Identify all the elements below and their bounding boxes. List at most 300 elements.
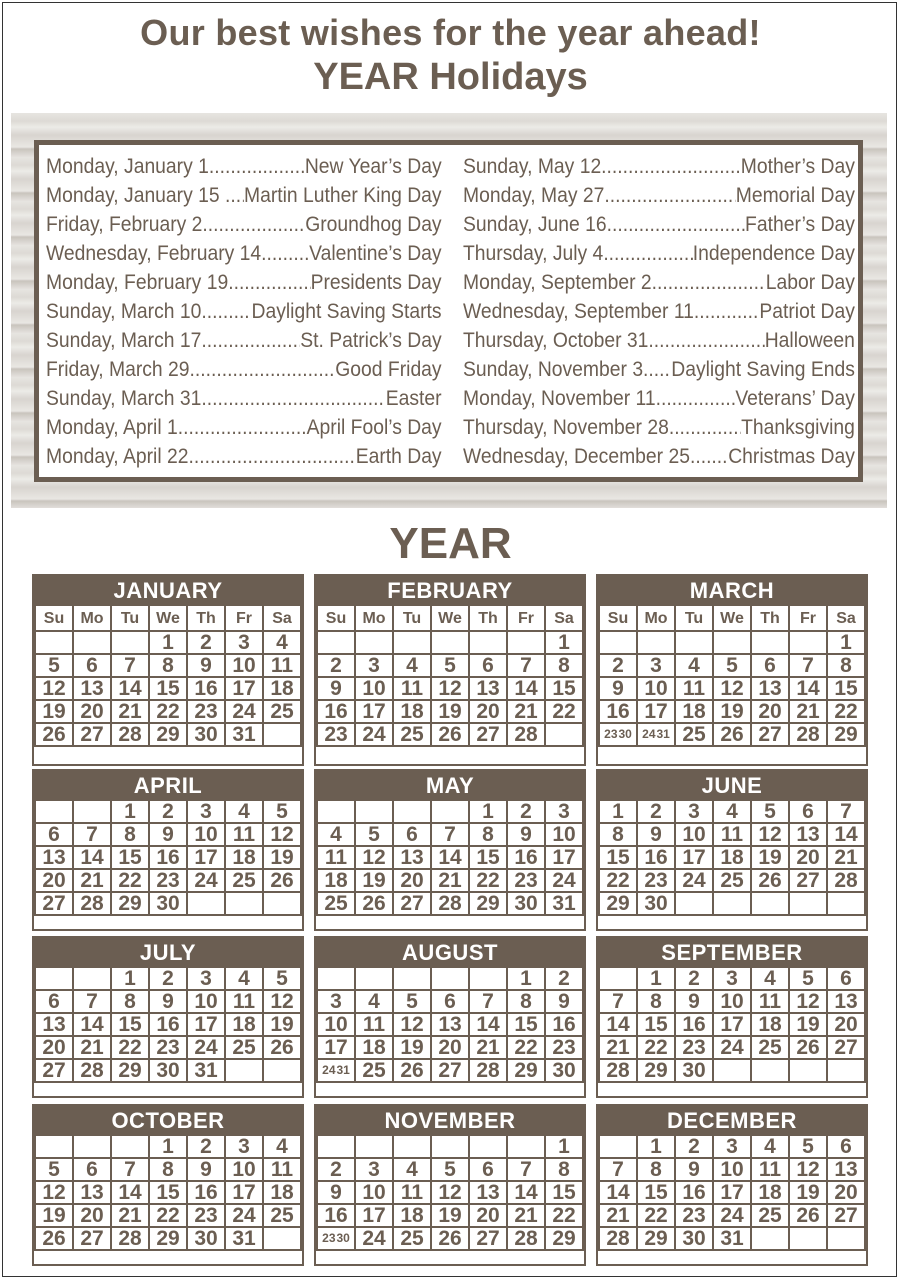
day-grid <box>598 966 866 1083</box>
day-cell: 16 <box>149 1013 187 1036</box>
day-cell: 28 <box>73 1059 111 1082</box>
holiday-row <box>463 326 855 355</box>
week-row <box>35 823 301 846</box>
holidays-column-right <box>463 152 889 471</box>
day-cell: 8 <box>149 654 187 677</box>
day-cell: 10 <box>713 1158 751 1181</box>
holidays-title: YEAR Holidays <box>313 56 588 98</box>
day-cell: 14 <box>73 1013 111 1036</box>
weekday-label: Mo <box>73 605 111 631</box>
week-row <box>317 654 583 677</box>
day-cell: 25 <box>225 1036 263 1059</box>
day-cell: 22 <box>149 1204 187 1227</box>
day-cell: 25 <box>713 869 751 892</box>
week-row <box>599 967 865 990</box>
day-cell: 6 <box>73 1158 111 1181</box>
month-january <box>32 574 304 766</box>
day-cell: 27 <box>73 723 111 746</box>
week-row <box>599 990 865 1013</box>
day-cell: 3 <box>637 654 675 677</box>
day-cell: 5 <box>35 1158 73 1181</box>
holiday-name: Easter <box>385 387 442 410</box>
day-cell: 11 <box>317 846 355 869</box>
day-number: 30 <box>618 727 632 741</box>
holiday-name: New Year’s Day <box>304 155 442 178</box>
empty-cell <box>789 1227 827 1250</box>
dot-leader <box>652 268 766 297</box>
weekday-label: Tu <box>675 605 713 631</box>
day-cell: 26 <box>789 1204 827 1227</box>
day-cell: 8 <box>599 823 637 846</box>
day-cell: 5 <box>355 823 393 846</box>
day-cell: 31 <box>225 1227 263 1250</box>
holiday-name: Thanksgiving <box>741 416 855 439</box>
weekday-label: Su <box>317 605 355 631</box>
day-cell: 22 <box>111 1036 149 1059</box>
holiday-name: St. Patrick’s Day <box>300 329 442 352</box>
holiday-row <box>46 384 442 413</box>
day-cell: 18 <box>393 700 431 723</box>
day-cell: 21 <box>73 869 111 892</box>
day-cell: 2 <box>149 967 187 990</box>
week-row <box>317 1181 583 1204</box>
day-cell: 11 <box>225 990 263 1013</box>
holiday-row <box>46 442 442 471</box>
day-cell: 2 <box>149 800 187 823</box>
week-row <box>35 869 301 892</box>
day-cell: 17 <box>317 1036 355 1059</box>
day-cell: 28 <box>431 892 469 915</box>
day-cell: 2 <box>675 1135 713 1158</box>
day-cell: 21 <box>431 869 469 892</box>
day-cell: 18 <box>317 869 355 892</box>
day-cell: 21 <box>469 1036 507 1059</box>
day-cell: 10 <box>545 823 583 846</box>
day-cell: 19 <box>35 700 73 723</box>
week-row <box>35 723 301 746</box>
day-cell: 25 <box>225 869 263 892</box>
dot-leader <box>201 297 251 326</box>
empty-cell <box>675 631 713 654</box>
day-cell: 19 <box>751 846 789 869</box>
day-cell: 29 <box>545 1227 583 1250</box>
empty-cell <box>263 723 301 746</box>
holiday-name: Halloween <box>764 329 855 352</box>
day-cell: 5 <box>789 1135 827 1158</box>
month-august <box>314 936 586 1098</box>
week-row <box>317 1204 583 1227</box>
day-cell: 22 <box>637 1204 675 1227</box>
day-cell: 10 <box>355 677 393 700</box>
month-name: MARCH <box>598 576 866 604</box>
holiday-row <box>463 239 855 268</box>
empty-cell <box>751 1227 789 1250</box>
day-cell: 8 <box>149 1158 187 1181</box>
holiday-date: Sunday, November 3 <box>463 358 644 381</box>
day-cell: 4 <box>675 654 713 677</box>
weekday-label: Fr <box>507 605 545 631</box>
week-row <box>35 654 301 677</box>
week-row <box>599 1204 865 1227</box>
day-cell: 26 <box>355 892 393 915</box>
day-cell: 7 <box>73 823 111 846</box>
holiday-date: Sunday, June 16 <box>463 213 607 236</box>
day-grid <box>598 1134 866 1251</box>
empty-cell <box>73 800 111 823</box>
day-cell: 10 <box>187 990 225 1013</box>
day-cell: 30 <box>675 1059 713 1082</box>
day-cell: 2 <box>507 800 545 823</box>
day-cell: 22 <box>599 869 637 892</box>
day-cell: 30 <box>507 892 545 915</box>
day-cell: 28 <box>599 1227 637 1250</box>
day-cell: 29 <box>469 892 507 915</box>
day-cell: 5 <box>263 800 301 823</box>
day-cell: 2 <box>317 1158 355 1181</box>
empty-cell <box>355 1135 393 1158</box>
day-cell: 4 <box>263 1135 301 1158</box>
day-cell: 22 <box>545 1204 583 1227</box>
day-cell: 16 <box>317 700 355 723</box>
empty-cell <box>713 631 751 654</box>
day-cell: 9 <box>545 990 583 1013</box>
day-cell: 1 <box>149 1135 187 1158</box>
empty-cell <box>431 1135 469 1158</box>
day-cell: 20 <box>469 700 507 723</box>
day-cell: 23 <box>637 869 675 892</box>
empty-cell <box>599 631 637 654</box>
day-cell: 8 <box>111 823 149 846</box>
day-cell: 10 <box>187 823 225 846</box>
day-cell: 13 <box>469 677 507 700</box>
holiday-row <box>46 268 442 297</box>
day-cell: 30 <box>149 892 187 915</box>
day-cell: 14 <box>789 677 827 700</box>
day-cell: 4 <box>355 990 393 1013</box>
day-cell: 19 <box>263 846 301 869</box>
day-cell: 9 <box>637 823 675 846</box>
day-cell: 15 <box>545 677 583 700</box>
empty-cell <box>393 800 431 823</box>
day-cell: 20 <box>393 869 431 892</box>
day-cell: 22 <box>637 1036 675 1059</box>
empty-cell <box>827 1059 865 1082</box>
dot-leader <box>202 210 305 239</box>
holiday-row <box>463 181 855 210</box>
day-cell: 7 <box>469 990 507 1013</box>
day-cell: 5 <box>431 1158 469 1181</box>
week-row <box>317 1158 583 1181</box>
week-row <box>599 869 865 892</box>
day-cell: 7 <box>827 800 865 823</box>
holiday-row <box>46 355 442 384</box>
week-row <box>599 723 865 746</box>
dot-leader <box>604 181 735 210</box>
day-cell: 1 <box>507 967 545 990</box>
day-cell: 28 <box>507 1227 545 1250</box>
month-march <box>596 574 868 766</box>
empty-cell <box>111 631 149 654</box>
day-cell: 1 <box>469 800 507 823</box>
week-row <box>35 677 301 700</box>
day-cell: 3 <box>225 1135 263 1158</box>
dot-leader <box>648 326 764 355</box>
day-cell: 23 <box>187 1204 225 1227</box>
day-cell: 16 <box>187 1181 225 1204</box>
day-cell: 3 <box>355 654 393 677</box>
day-cell: 3 <box>317 990 355 1013</box>
day-cell: 9 <box>675 990 713 1013</box>
week-row <box>599 1181 865 1204</box>
holiday-row <box>46 326 442 355</box>
week-row <box>35 1036 301 1059</box>
day-cell: 17 <box>355 1204 393 1227</box>
holiday-row <box>463 297 855 326</box>
empty-cell <box>393 1135 431 1158</box>
weekday-label: We <box>431 605 469 631</box>
day-cell: 28 <box>827 869 865 892</box>
holiday-date: Wednesday, December 25. <box>463 445 696 468</box>
dot-leader <box>695 442 728 471</box>
week-row <box>35 990 301 1013</box>
day-cell: 13 <box>827 990 865 1013</box>
empty-cell <box>393 631 431 654</box>
month-october <box>32 1104 304 1266</box>
day-cell: 4 <box>751 967 789 990</box>
day-cell: 25 <box>317 892 355 915</box>
week-row <box>35 1204 301 1227</box>
day-cell: 9 <box>599 677 637 700</box>
month-april <box>32 769 304 931</box>
week-row <box>599 631 865 654</box>
month-september <box>596 936 868 1098</box>
day-cell: 3 <box>187 967 225 990</box>
empty-cell <box>789 1059 827 1082</box>
day-cell: 25 <box>675 723 713 746</box>
day-cell: 24 <box>545 869 583 892</box>
dot-leader <box>694 297 759 326</box>
empty-cell <box>789 892 827 915</box>
day-cell: 12 <box>789 1158 827 1181</box>
holiday-name: Memorial Day <box>735 184 855 207</box>
day-cell: 14 <box>827 823 865 846</box>
empty-cell <box>317 800 355 823</box>
day-cell: 3 <box>545 800 583 823</box>
week-row <box>35 1227 301 1250</box>
day-cell: 12 <box>263 990 301 1013</box>
holiday-name: Daylight Saving Starts <box>251 300 442 323</box>
day-cell: 20 <box>35 1036 73 1059</box>
day-cell: 18 <box>713 846 751 869</box>
day-cell: 7 <box>507 654 545 677</box>
day-cell: 4 <box>225 967 263 990</box>
day-cell: 15 <box>599 846 637 869</box>
empty-cell <box>599 1135 637 1158</box>
holiday-date: Wednesday, September 11 <box>463 300 694 323</box>
empty-cell <box>317 1135 355 1158</box>
week-row <box>599 1059 865 1082</box>
dot-leader <box>261 239 309 268</box>
day-cell: 29 <box>637 1227 675 1250</box>
day-cell: 21 <box>507 1204 545 1227</box>
week-row <box>317 846 583 869</box>
month-name: JANUARY <box>34 576 302 604</box>
day-grid <box>34 1134 302 1251</box>
day-cell: 24 <box>355 1227 393 1250</box>
weekday-label: Su <box>599 605 637 631</box>
holiday-row <box>463 384 855 413</box>
empty-cell <box>225 892 263 915</box>
week-row <box>317 1036 583 1059</box>
day-cell: 6 <box>751 654 789 677</box>
day-cell: 27 <box>393 892 431 915</box>
day-cell: 9 <box>149 823 187 846</box>
day-cell: 11 <box>675 677 713 700</box>
holiday-date: Friday, February 2 <box>46 213 203 236</box>
day-cell: 13 <box>35 1013 73 1036</box>
week-row <box>317 700 583 723</box>
day-cell: 21 <box>599 1204 637 1227</box>
day-cell: 21 <box>507 700 545 723</box>
holiday-date: Monday, September 2 <box>463 271 652 294</box>
dot-leader <box>178 413 307 442</box>
day-cell: 13 <box>73 677 111 700</box>
day-cell: 15 <box>111 846 149 869</box>
day-cell: 6 <box>35 990 73 1013</box>
day-cell: 14 <box>73 846 111 869</box>
holiday-row <box>46 181 442 210</box>
day-cell: 15 <box>637 1181 675 1204</box>
day-cell: 3 <box>355 1158 393 1181</box>
day-cell: 27 <box>789 869 827 892</box>
day-cell: 6 <box>827 967 865 990</box>
day-cell: 27 <box>751 723 789 746</box>
day-grid <box>598 604 866 747</box>
day-cell: 12 <box>393 1013 431 1036</box>
weekday-label: Mo <box>355 605 393 631</box>
day-number: 24 <box>642 727 656 741</box>
day-cell: 16 <box>545 1013 583 1036</box>
day-cell: 8 <box>637 1158 675 1181</box>
day-grid <box>316 604 584 747</box>
holiday-row <box>463 413 855 442</box>
day-cell: 16 <box>149 846 187 869</box>
dot-leader <box>190 355 336 384</box>
day-cell: 26 <box>713 723 751 746</box>
weekday-label: Sa <box>263 605 301 631</box>
week-row <box>317 800 583 823</box>
day-cell: 27 <box>469 1227 507 1250</box>
day-cell: 26 <box>263 1036 301 1059</box>
empty-cell <box>431 967 469 990</box>
empty-cell <box>675 892 713 915</box>
day-cell: 12 <box>35 677 73 700</box>
week-row <box>35 800 301 823</box>
day-grid <box>34 604 302 747</box>
day-cell: 2 <box>545 967 583 990</box>
day-cell: 13 <box>789 823 827 846</box>
day-cell: 26 <box>751 869 789 892</box>
empty-cell <box>431 631 469 654</box>
week-row <box>317 967 583 990</box>
week-row <box>599 800 865 823</box>
day-grid <box>34 799 302 916</box>
day-cell: 21 <box>111 700 149 723</box>
day-cell: 13 <box>827 1158 865 1181</box>
day-cell: 29 <box>149 723 187 746</box>
day-cell: 27 <box>827 1204 865 1227</box>
day-cell: 7 <box>599 990 637 1013</box>
day-cell: 26 <box>263 869 301 892</box>
day-cell: 3 <box>713 1135 751 1158</box>
day-cell: 2 <box>637 800 675 823</box>
month-name: OCTOBER <box>34 1106 302 1134</box>
empty-cell <box>317 631 355 654</box>
day-cell: 16 <box>187 677 225 700</box>
day-cell: 7 <box>73 990 111 1013</box>
day-cell: 19 <box>789 1013 827 1036</box>
day-cell: 15 <box>507 1013 545 1036</box>
day-cell: 27 <box>73 1227 111 1250</box>
day-cell: 1 <box>599 800 637 823</box>
week-row <box>317 677 583 700</box>
day-cell: 22 <box>507 1036 545 1059</box>
day-cell: 25 <box>263 700 301 723</box>
day-cell: 7 <box>111 654 149 677</box>
weekday-label: Th <box>469 605 507 631</box>
day-cell: 12 <box>35 1181 73 1204</box>
day-cell: 9 <box>675 1158 713 1181</box>
day-cell: 26 <box>35 1227 73 1250</box>
day-cell: 11 <box>751 1158 789 1181</box>
month-name: DECEMBER <box>598 1106 866 1134</box>
week-row <box>599 892 865 915</box>
holiday-date: Thursday, October 31 <box>463 329 649 352</box>
day-cell: 20 <box>35 869 73 892</box>
day-cell: 16 <box>599 700 637 723</box>
day-cell: 12 <box>431 1181 469 1204</box>
week-row <box>599 700 865 723</box>
holiday-name: Valentine’s Day <box>309 242 442 265</box>
day-cell: 4 <box>393 1158 431 1181</box>
day-cell: 23 <box>675 1204 713 1227</box>
weekday-label: We <box>149 605 187 631</box>
day-cell: 20 <box>751 700 789 723</box>
empty-cell <box>507 1135 545 1158</box>
day-cell: 10 <box>317 1013 355 1036</box>
month-name: APRIL <box>34 771 302 799</box>
day-cell: 30 <box>187 723 225 746</box>
day-cell: 20 <box>827 1013 865 1036</box>
weekday-label: Th <box>187 605 225 631</box>
day-cell: 13 <box>751 677 789 700</box>
day-cell: 18 <box>263 1181 301 1204</box>
week-row <box>35 1181 301 1204</box>
empty-cell <box>225 1059 263 1082</box>
day-cell: 11 <box>225 823 263 846</box>
day-cell <box>637 723 675 746</box>
day-cell: 29 <box>111 1059 149 1082</box>
day-number: 31 <box>656 727 670 741</box>
holiday-name: Veterans’ Day <box>735 387 855 410</box>
day-cell: 29 <box>149 1227 187 1250</box>
day-cell: 28 <box>599 1059 637 1082</box>
day-cell: 14 <box>111 677 149 700</box>
day-cell: 21 <box>73 1036 111 1059</box>
week-row <box>35 967 301 990</box>
holiday-date: Monday, January 15 .. <box>46 184 236 207</box>
day-cell: 23 <box>149 1036 187 1059</box>
